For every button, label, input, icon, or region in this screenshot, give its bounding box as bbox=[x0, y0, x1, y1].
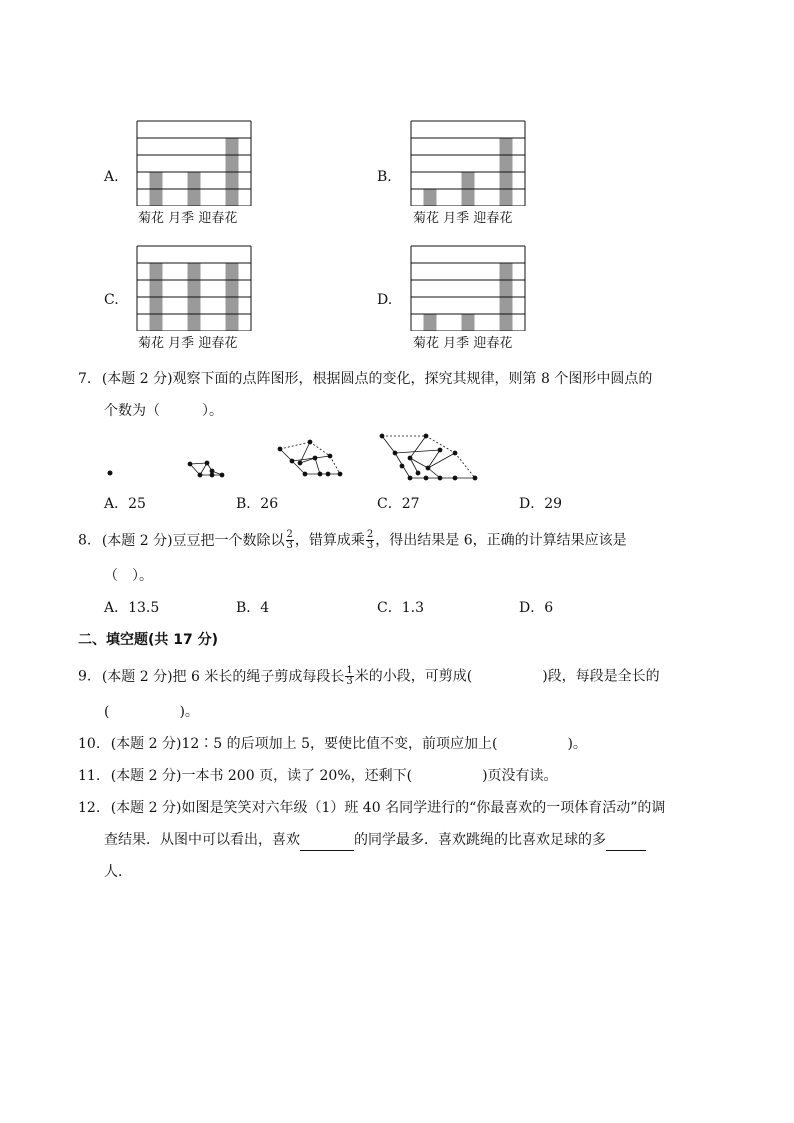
dot-figure-2 bbox=[188, 461, 224, 477]
q10-text: (本题 2 分)12∶5 的后项加上 5，要使比值不变，前项应加上( )。 bbox=[110, 736, 587, 752]
bar-labels-a bbox=[138, 207, 237, 226]
q8-frac2-num: 2 bbox=[366, 529, 374, 540]
bar-labels-b bbox=[413, 207, 512, 226]
dot-pattern-figures bbox=[100, 428, 490, 488]
q12-blank-1[interactable] bbox=[300, 830, 354, 851]
bar-0 bbox=[424, 314, 437, 331]
q8-line1 bbox=[78, 530, 627, 551]
bar-labels-d bbox=[413, 332, 512, 351]
q9-fraction bbox=[345, 666, 353, 687]
bar-grid-b bbox=[410, 120, 526, 206]
option-c-label[interactable]: C. bbox=[104, 292, 119, 308]
q9-part2: 米的小段，可剪成( )段，每段是全长的 bbox=[354, 668, 660, 685]
label-juhua: 菊花 bbox=[138, 336, 165, 351]
q8-fraction-2 bbox=[366, 530, 374, 551]
q7-option-a[interactable]: A．25 bbox=[104, 496, 146, 512]
q8-number: 8. bbox=[78, 532, 92, 549]
q12-line1 bbox=[78, 798, 665, 818]
q11-line bbox=[78, 766, 558, 786]
bar-labels-c bbox=[138, 332, 237, 351]
section-heading-fill-blank: 二、填空题(共 17 分) bbox=[78, 632, 219, 648]
q8-part2: ，错算成乘 bbox=[294, 532, 365, 549]
q7-option-d[interactable]: D．29 bbox=[519, 496, 563, 512]
bar-grid-d bbox=[410, 245, 526, 331]
label-yueji: 月季 bbox=[168, 336, 195, 351]
label-yueji: 月季 bbox=[168, 211, 195, 226]
label-yingchunhua: 迎春花 bbox=[473, 336, 513, 351]
q9-line2: ( )。 bbox=[104, 704, 199, 720]
q8-option-c[interactable]: C．1.3 bbox=[377, 600, 424, 616]
dot-figure-3 bbox=[278, 440, 342, 476]
q10-line bbox=[78, 734, 587, 754]
q9-line1 bbox=[78, 666, 660, 687]
bar-0 bbox=[424, 189, 437, 206]
q9-number: 9. bbox=[78, 668, 92, 685]
q8-frac1-num: 2 bbox=[286, 529, 293, 540]
q12-text-2b: 的同学最多．喜欢跳绳的比喜欢足球的多 bbox=[354, 832, 606, 848]
q8-frac2-den: 3 bbox=[366, 540, 374, 551]
q8-part3: ，得出结果是 6，正确的计算结果应该是 bbox=[375, 532, 627, 549]
bar-grid-a bbox=[136, 120, 252, 206]
option-d-label[interactable]: D. bbox=[377, 292, 393, 308]
q12-blank-2[interactable] bbox=[606, 830, 646, 851]
dot-figure-4 bbox=[380, 434, 477, 480]
q7-text: (本题 2 分)观察下面的点阵图形，根据圆点的变化，探究其规律，则第 8 个图形中圆点的 bbox=[101, 371, 653, 387]
label-juhua: 菊花 bbox=[413, 211, 440, 226]
q8-fraction-1 bbox=[286, 530, 294, 551]
q8-option-b[interactable]: B．4 bbox=[236, 600, 270, 616]
q12-text-2a: 查结果．从图中可以看出，喜欢 bbox=[104, 832, 300, 848]
label-yingchunhua: 迎春花 bbox=[198, 336, 238, 351]
q8-option-a[interactable]: A．13.5 bbox=[104, 600, 160, 616]
label-juhua: 菊花 bbox=[413, 336, 440, 351]
q8-frac1-den: 3 bbox=[286, 540, 293, 551]
bar-1 bbox=[462, 314, 475, 331]
q12-line2 bbox=[104, 830, 646, 851]
q7-line1 bbox=[78, 369, 652, 389]
q8-part1: (本题 2 分)豆豆把一个数除以 bbox=[101, 532, 285, 549]
label-yueji: 月季 bbox=[443, 336, 470, 351]
q11-text: (本题 2 分)一本书 200 页，读了 20%，还剩下( )页没有读。 bbox=[110, 768, 558, 784]
bar-grid-c bbox=[136, 245, 252, 331]
q8-line2: （ ）。 bbox=[104, 568, 153, 584]
q12-text-1: (本题 2 分)如图是笑笑对六年级（1）班 40 名同学进行的“你最喜欢的一项体育活动”的调 bbox=[110, 800, 666, 816]
q7-number: 7. bbox=[78, 371, 92, 387]
label-yingchunhua: 迎春花 bbox=[473, 211, 513, 226]
q10-number: 10. bbox=[78, 736, 101, 752]
label-yueji: 月季 bbox=[443, 211, 470, 226]
label-juhua: 菊花 bbox=[138, 211, 165, 226]
q8-option-d[interactable]: D．6 bbox=[519, 600, 554, 616]
q7-option-c[interactable]: C．27 bbox=[377, 496, 420, 512]
q12-line3: 人． bbox=[104, 864, 132, 880]
option-b-label[interactable]: B. bbox=[377, 169, 392, 185]
q11-number: 11. bbox=[78, 768, 101, 784]
q9-frac-num: 1 bbox=[346, 665, 353, 676]
option-a-label[interactable]: A. bbox=[104, 169, 119, 185]
q9-part1: (本题 2 分)把 6 米长的绳子剪成每段长 bbox=[101, 668, 345, 685]
q9-frac-den: 3 bbox=[346, 676, 353, 687]
q7-line2: 个数为（ ）。 bbox=[104, 403, 223, 419]
q12-number: 12. bbox=[78, 800, 101, 816]
label-yingchunhua: 迎春花 bbox=[198, 211, 238, 226]
q7-option-b[interactable]: B．26 bbox=[236, 496, 279, 512]
